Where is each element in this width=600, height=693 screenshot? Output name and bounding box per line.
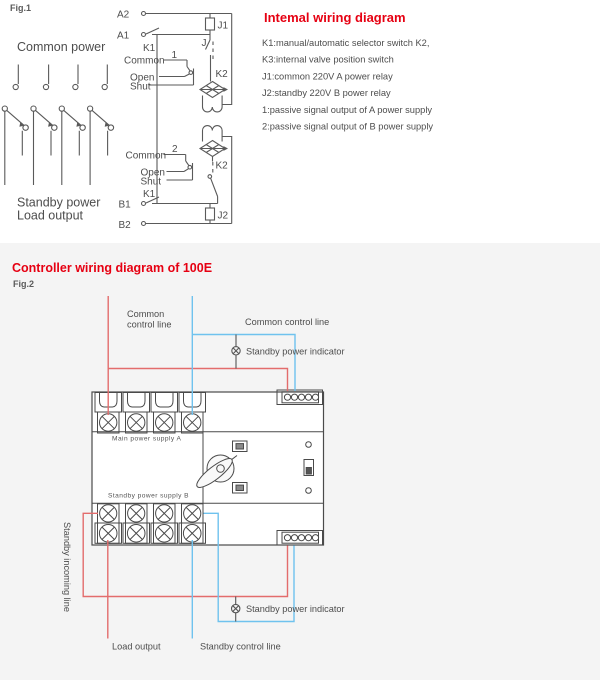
standby-power-supply-b-label: Standby power supply B — [108, 492, 190, 500]
bottom-strip — [0, 680, 600, 693]
common-contact-top-label: Common — [124, 55, 165, 67]
terminal-b1-label: B1 — [118, 199, 131, 211]
terminal-b2-label: B2 — [118, 220, 131, 231]
open-contact-top-label: Open — [130, 72, 155, 84]
fig2-label: Fig.2 — [13, 279, 35, 289]
standby-power-indicator-top-label: Standby power indicator — [246, 346, 345, 357]
fig1-label: Fig.1 — [10, 3, 32, 13]
legend-line: K1:manual/automatic selector switch K2, — [262, 38, 430, 48]
terminal-a1-label: A1 — [117, 30, 130, 42]
switch-k1-bottom-label: K1 — [143, 189, 156, 200]
relay-j1-label: J1 — [217, 20, 229, 32]
common-control-line-left-label-1: Common — [127, 309, 165, 319]
terminal-a2-label: A2 — [117, 9, 130, 21]
common-control-line-left-label-2: control line — [127, 319, 172, 330]
common-power-label: Common power — [17, 40, 106, 54]
signal-1-label: 1 — [171, 50, 178, 61]
open-contact-bottom-label: Open — [140, 167, 165, 179]
switch-k1-top-label: K1 — [143, 43, 156, 54]
shut-contact-top-label: Shut — [130, 81, 151, 93]
legend-line: J2:standby 220V B power relay — [262, 88, 391, 99]
standby-power-label: Standby power — [17, 195, 101, 210]
shut-contact-bottom-label: Shut — [140, 176, 162, 188]
actuator-k2-top-label: K2 — [215, 69, 228, 80]
main-power-supply-a-label: Main power supply A — [112, 435, 182, 443]
relay-j-contact-label: J — [201, 38, 207, 49]
controller-device — [92, 390, 324, 545]
legend-line: 1:passive signal output of A power supply — [262, 104, 433, 115]
standby-incoming-line-label: Standby incoming line — [62, 522, 72, 612]
relay-j2-label: J2 — [217, 210, 229, 222]
legend-line: 2:passive signal output of B power supply — [262, 121, 434, 132]
actuator-k2-bottom-label: K2 — [215, 160, 228, 172]
standby-control-line-label: Standby control line — [200, 641, 281, 652]
signal-2-label: 2 — [172, 144, 178, 155]
legend-line: K3:internal valve position switch — [262, 54, 394, 65]
load-output-wire-label: Load output — [112, 641, 161, 652]
common-contact-bottom-label: Common — [125, 150, 167, 162]
load-output-label: Load output — [17, 208, 84, 223]
legend-line: J1:common 220V A power relay — [262, 71, 393, 82]
common-control-line-right-label: Common control line — [245, 317, 330, 327]
fig2-title: Controller wiring diagram of 100E — [12, 261, 213, 275]
legend-title: Intemal wiring diagram — [264, 10, 406, 25]
standby-power-indicator-bottom-label: Standby power indicator — [246, 604, 345, 614]
